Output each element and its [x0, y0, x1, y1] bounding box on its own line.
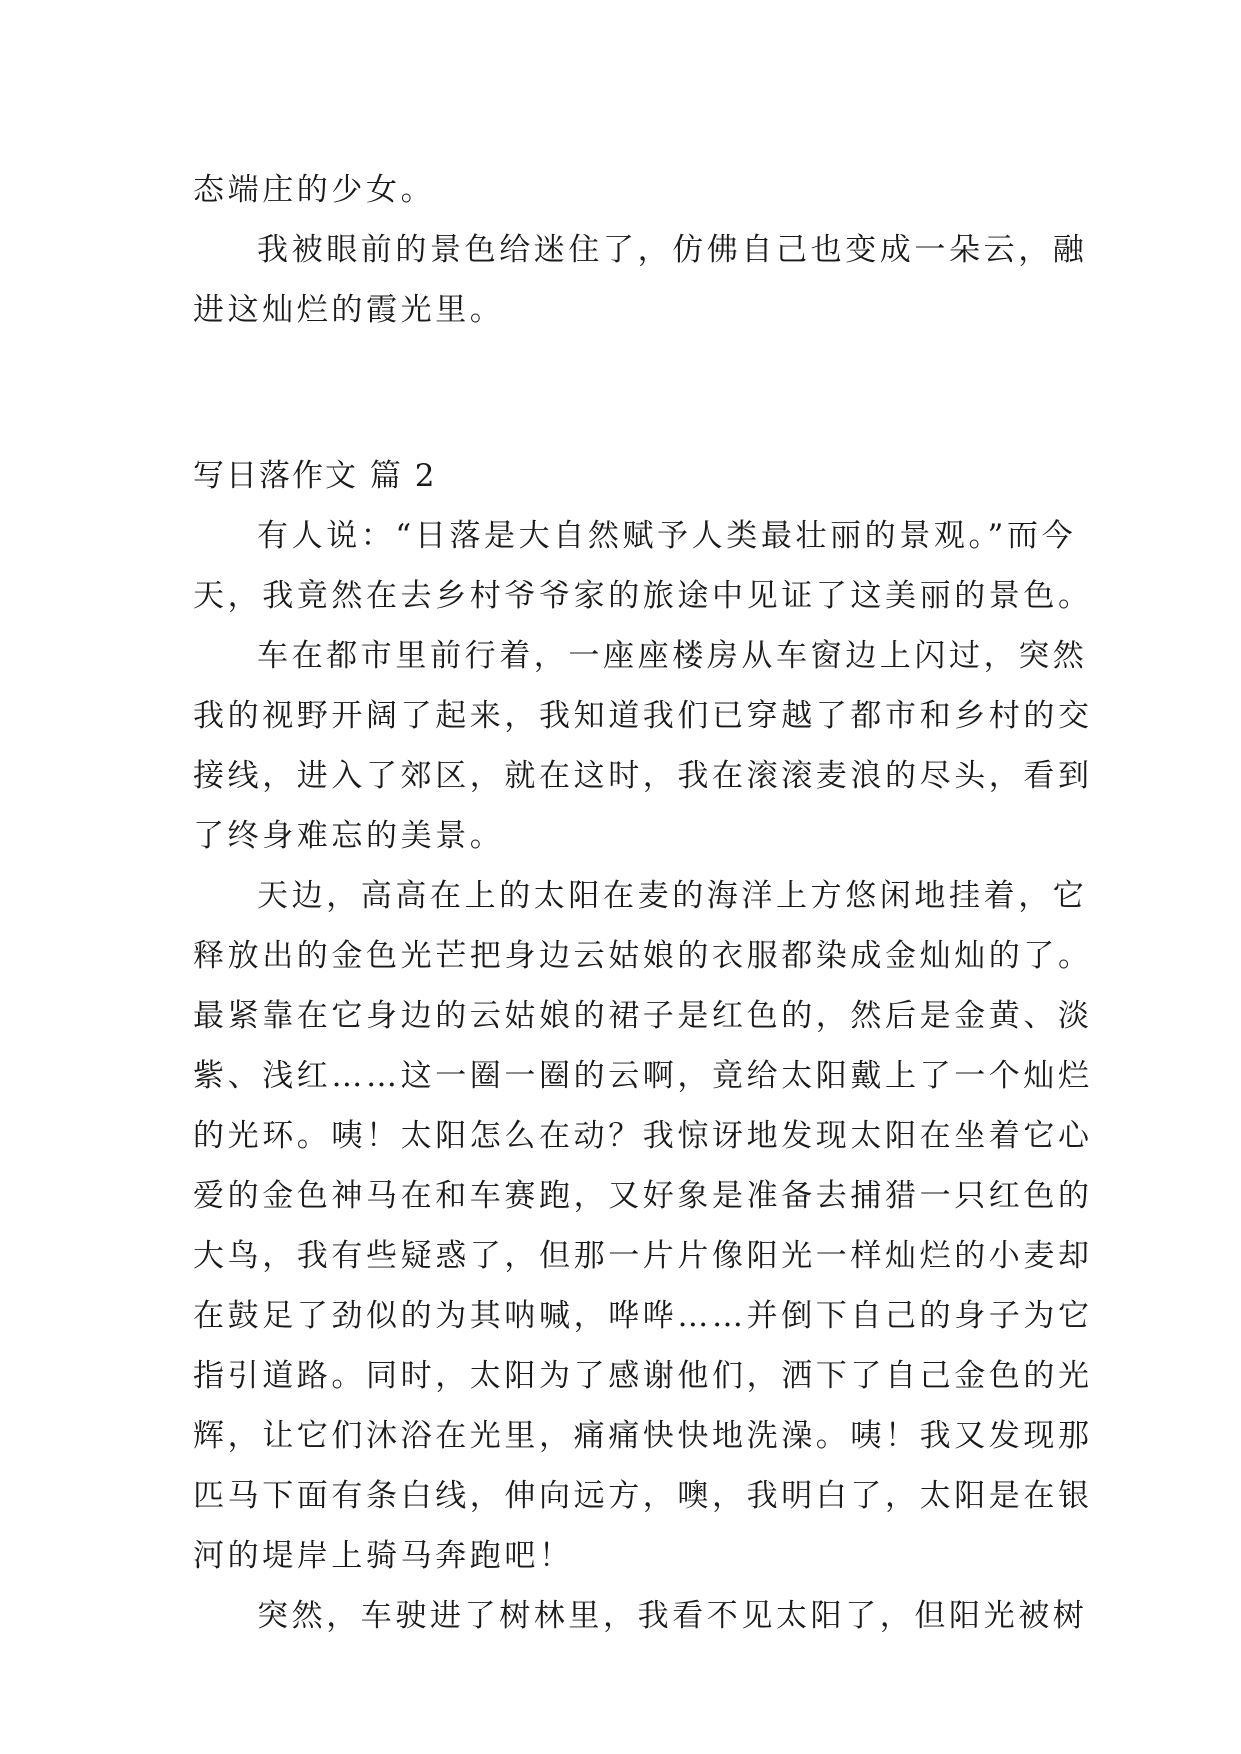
text-line: 进这灿烂的霞光里。 — [193, 292, 505, 328]
text-line: 有人说：“日落是大自然赋予人类最壮丽的景观。”而今 — [257, 518, 1077, 554]
section-spacer — [193, 340, 1055, 446]
text-line: 态端庄的少女。 — [193, 172, 436, 208]
text-line: 天，我竟然在去乡村爷爷家的旅途中见证了这美丽的景色。 — [193, 578, 1093, 614]
text-line: 辉，让它们沐浴在光里，痛痛快快地洗澡。咦！我又发现那 — [193, 1418, 1093, 1454]
text-line: 指引道路。同时，太阳为了感谢他们，洒下了自己金色的光 — [193, 1358, 1093, 1394]
text-line: 我被眼前的景色给迷住了，仿佛自己也变成一朵云，融 — [257, 232, 1088, 268]
text-line: 的光环。咦！太阳怎么在动？我惊讶地发现太阳在坐着它心 — [193, 1118, 1093, 1154]
text-line: 释放出的金色光芒把身边云姑娘的衣服都染成金灿灿的了。 — [193, 938, 1093, 974]
section-title: 写日落作文 篇 2 — [193, 458, 437, 494]
text-line: 突然，车驶进了树林里，我看不见太阳了，但阳光被树 — [257, 1598, 1088, 1634]
text-line: 紫、浅红……这一圈一圈的云啊，竟给太阳戴上了一个灿烂 — [193, 1058, 1093, 1094]
text-line: 我的视野开阔了起来，我知道我们已穿越了都市和乡村的交 — [193, 698, 1093, 734]
text-line: 匹马下面有条白线，伸向远方，噢，我明白了，太阳是在银 — [193, 1478, 1093, 1514]
text-line: 爱的金色神马在和车赛跑，又好象是准备去捕猎一只红色的 — [193, 1178, 1093, 1214]
document-body — [193, 160, 1093, 1646]
text-line: 接线，进入了郊区，就在这时，我在滚滚麦浪的尽头，看到 — [193, 758, 1093, 794]
text-line: 在鼓足了劲似的为其呐喊，哗哗……并倒下自己的身子为它 — [193, 1298, 1093, 1334]
text-line: 河的堤岸上骑马奔跑吧！ — [193, 1538, 574, 1574]
text-line: 了终身难忘的美景。 — [193, 818, 505, 854]
text-line: 最紧靠在它身边的云姑娘的裙子是红色的，然后是金黄、淡 — [193, 998, 1093, 1034]
text-line: 天边，高高在上的太阳在麦的海洋上方悠闲地挂着，它 — [257, 878, 1088, 914]
text-line: 大鸟，我有些疑惑了，但那一片片像阳光一样灿烂的小麦却 — [193, 1238, 1093, 1274]
text-line: 车在都市里前行着，一座座楼房从车窗边上闪过，突然 — [257, 638, 1088, 674]
